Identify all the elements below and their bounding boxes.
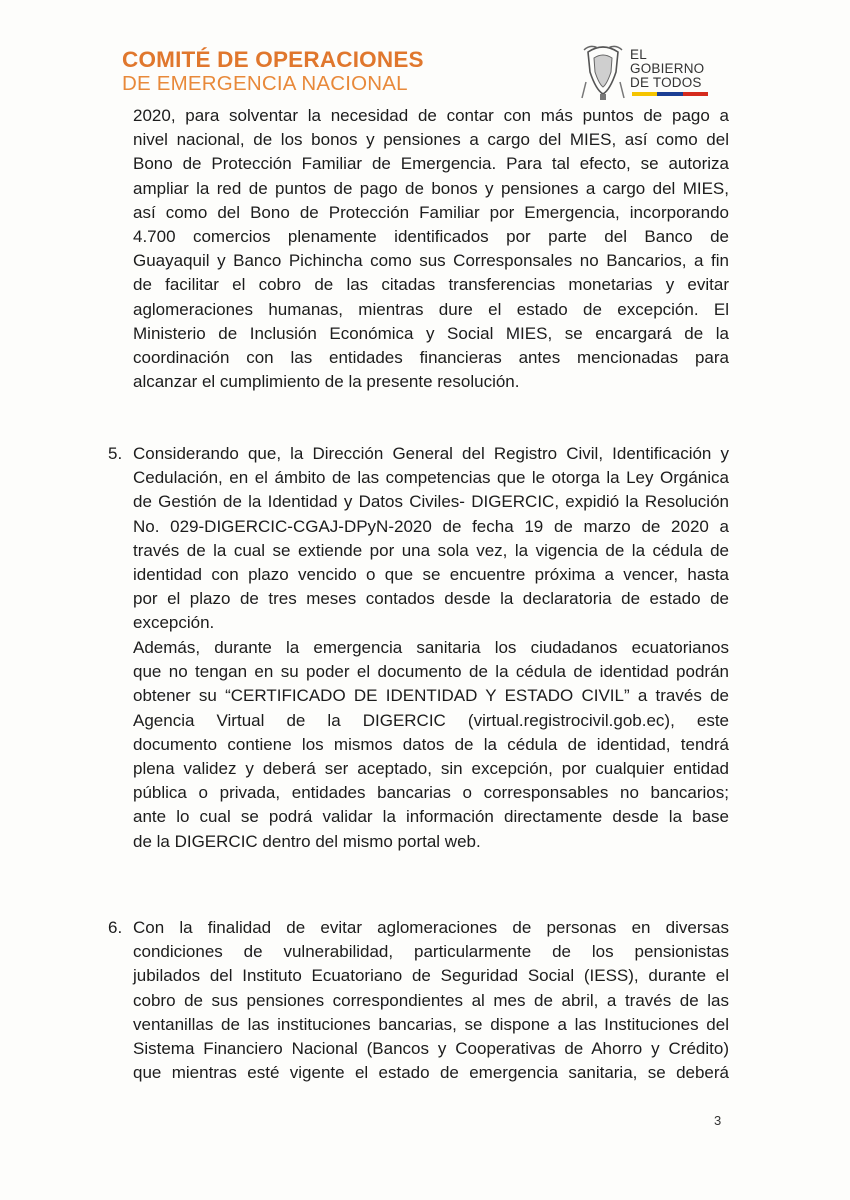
item-5-paragraph: Considerando que, la Dirección General del Registro Civil, Identificación y Cedulación, en el ámbito de las competencias que le otorga la Ley Orgánica de Gestión de la Identidad y Datos Civiles- DIGERCIC, expidió la Resolución No. 029-DIGERCIC-CGAJ-DPyN-2020 de fecha 19 de marzo de 2020 a través de la cual se extiende por una sola vez, la vigencia de la cédula de identidad con plazo vencido o que se encuentre próxima a vencer, hasta por el plazo de tres meses contados desde la declaratoria de estado de excepción. <box>133 444 729 633</box>
org-name-line2: DE EMERGENCIA NACIONAL <box>122 72 408 95</box>
continued-paragraph: 2020, para solventar la necesidad de contar con más puntos de pago a nivel nacional, de los bonos y pensiones a cargo del MIES, así como del Bono de Protección Familiar de Emergencia. Para tal efecto, se autoriza ampliar la red de puntos de pago de bonos y pensiones a cargo del MIES, así como del Bono de Protección Familiar por Emergencia, incorporando 4.700 comercios plenamente identificados por parte del Banco de Guayaquil y Banco Pichincha como sus Corresponsales no Bancarios, a fin de facilitar el cobro de las citadas transferencias monetarias y evitar aglomeraciones humanas, mientras dure el estado de excepción. El Ministerio de Inclusión Económica y Social MIES, se encargará de la coordinación con las entidades financieras antes mencionadas para alcanzar el cumplimiento de la presente resolución. <box>133 106 729 392</box>
government-logo <box>580 42 720 106</box>
government-wordmark: EL GOBIERNO DE TODOS <box>630 47 705 90</box>
item-number-5: 5. <box>108 444 123 463</box>
flag-color-bar <box>632 92 708 96</box>
item-number-6: 6. <box>108 918 123 937</box>
page-number: 3 <box>714 1113 722 1128</box>
item-5-paragraph-additional: Además, durante la emergencia sanitaria los ciudadanos ecuatorianos que no tengan en su poder el documento de la cédula de identidad podrán obtener su “CERTIFICADO DE IDENTIDAD Y ESTADO CIVIL” a través de Agencia Virtual de la DIGERCIC (virtual.registrocivil.gob.ec), este documento contiene los mismos datos de la cédula de identidad, tendrá plena validez y deberá ser aceptado, sin excepción, por cualquier entidad pública o privada, entidades bancarias o corresponsables no bancarios; ante lo cual se podrá validar la información directamente desde la base de la DIGERCIC dentro del mismo portal web. <box>133 638 729 851</box>
coat-of-arms-icon <box>580 42 626 102</box>
org-logo-text <box>122 48 542 96</box>
org-name-line1: COMITÉ DE OPERACIONES <box>122 47 424 72</box>
item-6-paragraph: Con la finalidad de evitar aglomeraciones de personas en diversas condiciones de vulnerabilidad, particularmente de los pensionistas jubilados del Instituto Ecuatoriano de Seguridad Social (IESS), durante el cobro de sus pensiones correspondientes al mes de abril, a través de las ventanillas de las instituciones bancarias, se dispone a las Instituciones del Sistema Financiero Nacional (Bancos y Cooperativas de Ahorro y Crédito) que mientras esté vigente el estado de emergencia sanitaria, se deberá <box>133 918 729 1083</box>
